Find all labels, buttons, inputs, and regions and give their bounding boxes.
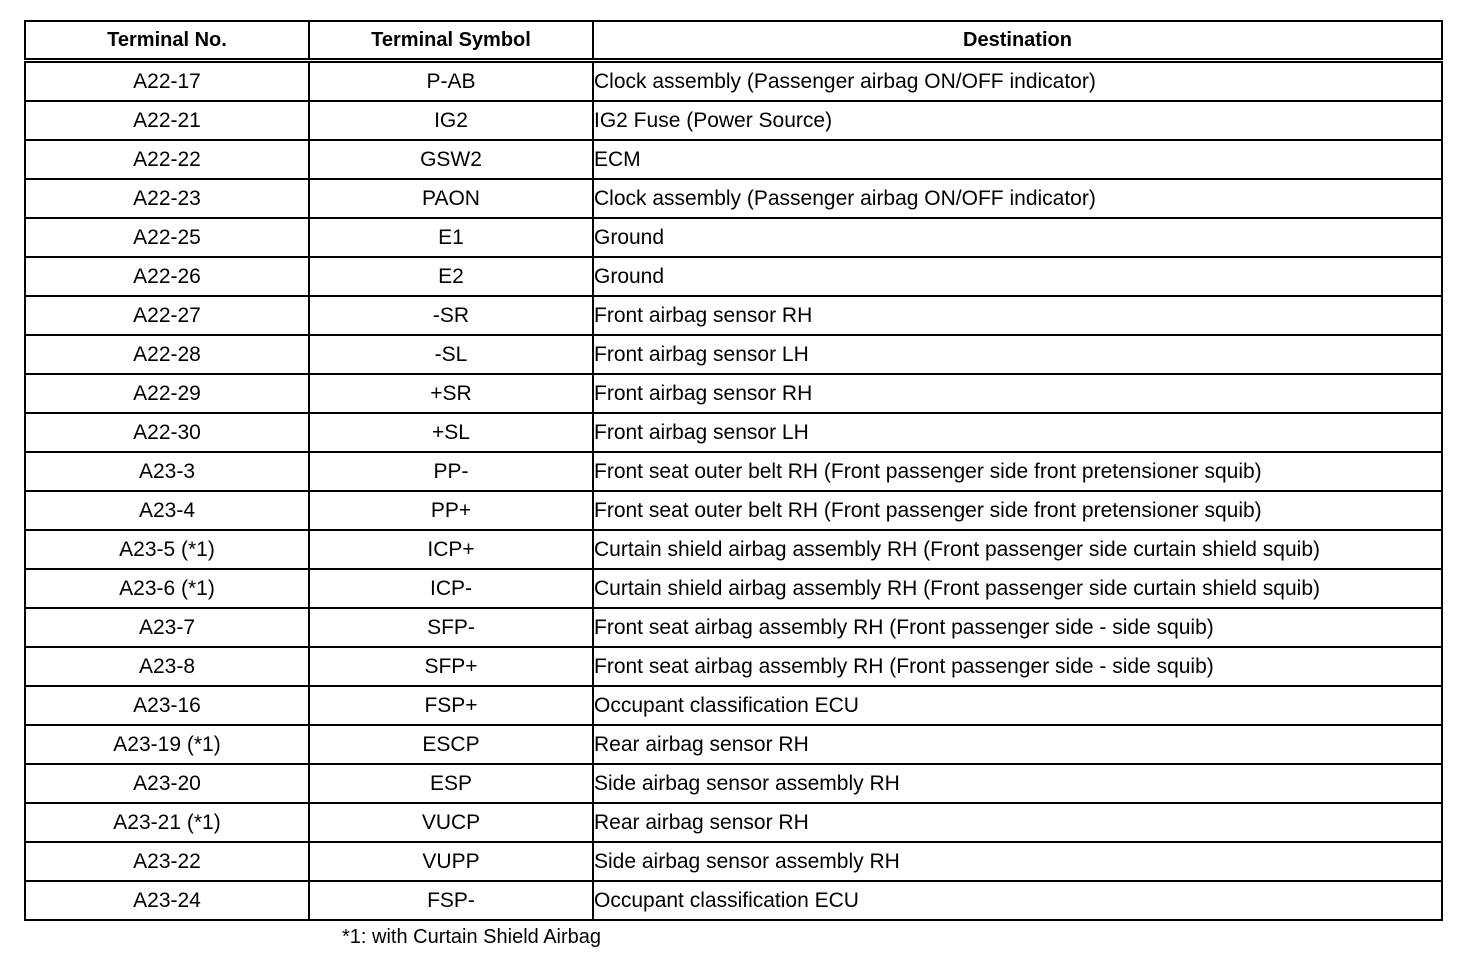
table-row: [25, 374, 1442, 413]
terminal-no-cell: A23-19 (*1): [25, 725, 309, 764]
terminal-symbol-cell: E2: [309, 257, 593, 296]
terminal-symbol-cell: -SR: [309, 296, 593, 335]
table-row: [25, 530, 1442, 569]
terminal-no-cell: A22-22: [25, 140, 309, 179]
terminal-no-cell: A22-30: [25, 413, 309, 452]
destination-cell: Front airbag sensor RH: [593, 374, 1442, 413]
destination-cell: Front seat outer belt RH (Front passenger side front pretensioner squib): [593, 491, 1442, 530]
header-terminal-symbol: Terminal Symbol: [309, 21, 593, 61]
terminal-no-cell: A22-28: [25, 335, 309, 374]
terminal-no-cell: A22-27: [25, 296, 309, 335]
destination-cell: Front airbag sensor RH: [593, 296, 1442, 335]
table-row: [25, 881, 1442, 920]
destination-cell: Front airbag sensor LH: [593, 335, 1442, 374]
destination-cell: Side airbag sensor assembly RH: [593, 842, 1442, 881]
destination-cell: Front airbag sensor LH: [593, 413, 1442, 452]
destination-cell: Rear airbag sensor RH: [593, 803, 1442, 842]
terminal-symbol-cell: FSP+: [309, 686, 593, 725]
terminal-symbol-cell: PP+: [309, 491, 593, 530]
terminal-no-cell: A23-22: [25, 842, 309, 881]
terminal-symbol-cell: +SR: [309, 374, 593, 413]
terminal-no-cell: A23-20: [25, 764, 309, 803]
table-row: [25, 101, 1442, 140]
terminal-no-cell: A23-4: [25, 491, 309, 530]
terminal-no-cell: A23-16: [25, 686, 309, 725]
destination-cell: Side airbag sensor assembly RH: [593, 764, 1442, 803]
table-row: [25, 803, 1442, 842]
header-terminal-no: Terminal No.: [25, 21, 309, 61]
destination-cell: Clock assembly (Passenger airbag ON/OFF indicator): [593, 179, 1442, 218]
table-row: [25, 608, 1442, 647]
table-row: [25, 764, 1442, 803]
table-body: [25, 61, 1442, 921]
destination-cell: Curtain shield airbag assembly RH (Front passenger side curtain shield squib): [593, 569, 1442, 608]
table-row: [25, 335, 1442, 374]
terminal-no-cell: A22-26: [25, 257, 309, 296]
table-row: [25, 452, 1442, 491]
table-row: [25, 140, 1442, 179]
terminal-symbol-cell: ESP: [309, 764, 593, 803]
terminal-symbol-cell: IG2: [309, 101, 593, 140]
terminal-symbol-cell: SFP-: [309, 608, 593, 647]
terminal-no-cell: A23-6 (*1): [25, 569, 309, 608]
table-row: [25, 491, 1442, 530]
terminal-symbol-cell: -SL: [309, 335, 593, 374]
destination-cell: Ground: [593, 218, 1442, 257]
table-row: [25, 218, 1442, 257]
destination-cell: Ground: [593, 257, 1442, 296]
terminal-no-cell: A23-24: [25, 881, 309, 920]
terminal-no-cell: A22-21: [25, 101, 309, 140]
destination-cell: ECM: [593, 140, 1442, 179]
destination-cell: Front seat airbag assembly RH (Front passenger side - side squib): [593, 647, 1442, 686]
terminal-symbol-cell: VUCP: [309, 803, 593, 842]
terminal-table: [24, 20, 1443, 921]
terminal-no-cell: A23-21 (*1): [25, 803, 309, 842]
table-row: [25, 257, 1442, 296]
destination-cell: Curtain shield airbag assembly RH (Front passenger side curtain shield squib): [593, 530, 1442, 569]
terminal-symbol-cell: +SL: [309, 413, 593, 452]
terminal-symbol-cell: E1: [309, 218, 593, 257]
table-row: [25, 413, 1442, 452]
terminal-no-cell: A22-29: [25, 374, 309, 413]
terminal-symbol-cell: ESCP: [309, 725, 593, 764]
destination-cell: IG2 Fuse (Power Source): [593, 101, 1442, 140]
terminal-no-cell: A22-25: [25, 218, 309, 257]
terminal-symbol-cell: SFP+: [309, 647, 593, 686]
terminal-symbol-cell: PAON: [309, 179, 593, 218]
destination-cell: Occupant classification ECU: [593, 881, 1442, 920]
destination-cell: Clock assembly (Passenger airbag ON/OFF indicator): [593, 61, 1442, 102]
table-row: [25, 647, 1442, 686]
terminal-symbol-cell: PP-: [309, 452, 593, 491]
terminal-no-cell: A22-23: [25, 179, 309, 218]
destination-cell: Front seat outer belt RH (Front passenger side front pretensioner squib): [593, 452, 1442, 491]
terminal-symbol-cell: GSW2: [309, 140, 593, 179]
table-row: [25, 725, 1442, 764]
terminal-no-cell: A23-3: [25, 452, 309, 491]
table-row: [25, 296, 1442, 335]
table-row: [25, 686, 1442, 725]
terminal-symbol-cell: FSP-: [309, 881, 593, 920]
footnote: *1: with Curtain Shield Airbag: [342, 926, 602, 948]
terminal-no-cell: A23-8: [25, 647, 309, 686]
table-row: [25, 179, 1442, 218]
terminal-no-cell: A22-17: [25, 61, 309, 102]
destination-cell: Front seat airbag assembly RH (Front passenger side - side squib): [593, 608, 1442, 647]
destination-cell: Rear airbag sensor RH: [593, 725, 1442, 764]
table-row: [25, 61, 1442, 102]
terminal-symbol-cell: ICP+: [309, 530, 593, 569]
table-row: [25, 569, 1442, 608]
terminal-symbol-cell: ICP-: [309, 569, 593, 608]
terminal-no-cell: A23-7: [25, 608, 309, 647]
table-row: [25, 842, 1442, 881]
header-row: [25, 21, 1442, 61]
destination-cell: Occupant classification ECU: [593, 686, 1442, 725]
table-header: [25, 21, 1442, 61]
header-destination: Destination: [593, 21, 1442, 61]
terminal-symbol-cell: VUPP: [309, 842, 593, 881]
terminal-symbol-cell: P-AB: [309, 61, 593, 102]
terminal-no-cell: A23-5 (*1): [25, 530, 309, 569]
